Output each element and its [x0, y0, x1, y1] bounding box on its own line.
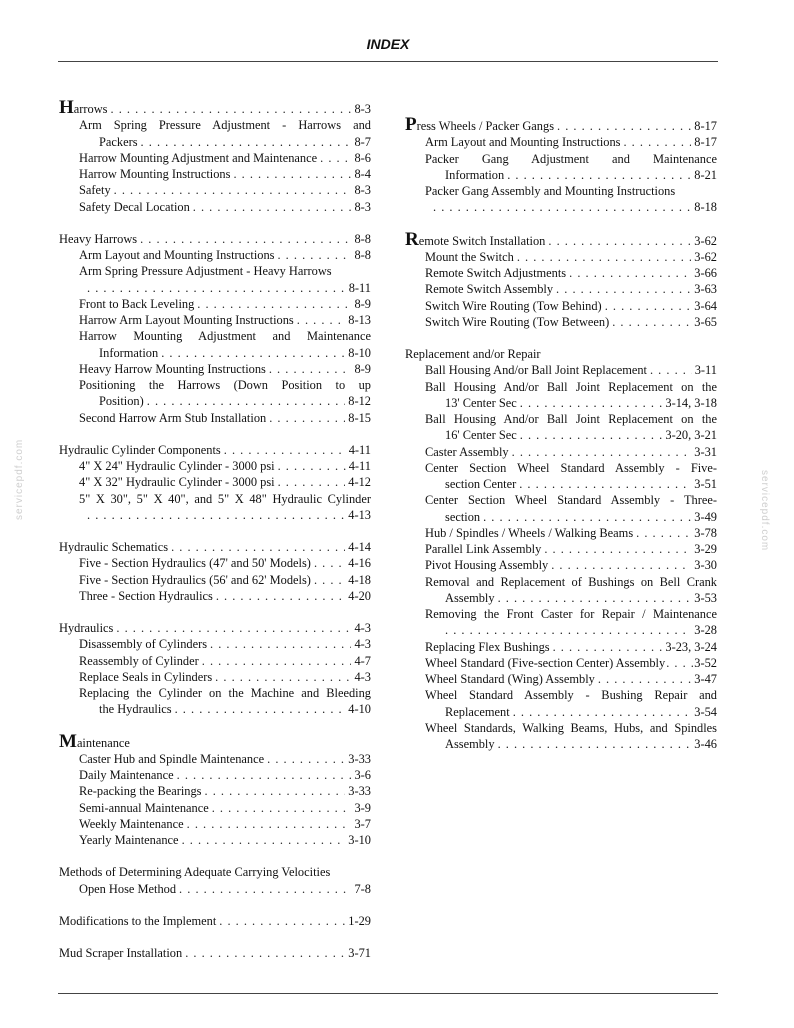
index-entry[interactable]: Replacement and/or Repair [405, 347, 541, 361]
index-entry[interactable]: Harrow Mounting Adjustment and Maintenance Information . . . 8-10 [59, 328, 371, 361]
index-entry[interactable]: Hub / Spindles / Wheels / Walking Beams . . . 3-78 [405, 525, 717, 541]
index-entry[interactable]: Reassembly of Cylinder . . . 4-7 [59, 653, 371, 669]
index-entry[interactable]: Ball Housing And/or Ball Joint Replacement . . . 3-11 [405, 362, 717, 378]
index-entry[interactable]: Replace Seals in Cylinders . . . 4-3 [59, 669, 371, 685]
watermark-left: servicepdf.com [14, 438, 25, 520]
index-entry[interactable]: 4" X 32" Hydraulic Cylinder - 3000 psi . . . 4-12 [59, 474, 371, 490]
index-entry[interactable]: Removal and Replacement of Bushings on Bell Crank Assembly . . . 3-53 [405, 574, 717, 607]
index-entry[interactable]: Center Section Wheel Standard Assembly - Three- section . . . 3-49 [405, 492, 717, 525]
index-entry[interactable]: Wheel Standards, Walking Beams, Hubs, and Spindles Assembly . . . 3-46 [405, 720, 717, 753]
index-group-modifications [59, 913, 371, 929]
index-entry[interactable]: Front to Back Leveling . . . 8-9 [59, 296, 371, 312]
index-entry[interactable]: Removing the Front Caster for Repair / Maintenance . . . 3-28 [405, 606, 717, 639]
index-entry[interactable]: Remote Switch Adjustments . . . 3-66 [405, 265, 717, 281]
index-group-remote-switch [405, 228, 717, 331]
index-entry[interactable]: Five - Section Hydraulics (47' and 50' Models) . . . 4-16 [59, 555, 371, 571]
index-entry[interactable]: Three - Section Hydraulics . . . 4-20 [59, 588, 371, 604]
index-entry[interactable]: Weekly Maintenance . . . 3-7 [59, 816, 371, 832]
index-entry[interactable]: Methods of Determining Adequate Carrying Velocities [59, 865, 331, 880]
index-entry[interactable]: Pivot Housing Assembly . . . 3-30 [405, 557, 717, 573]
index-group-harrows [59, 97, 371, 215]
index-group-hydraulic-cylinder [59, 442, 371, 523]
index-entry[interactable]: Harrow Arm Layout Mounting Instructions . . . 8-13 [59, 312, 371, 328]
index-entry[interactable]: Harrow Mounting Instructions . . . 8-4 [59, 166, 371, 182]
index-column-left [59, 97, 371, 961]
index-entry[interactable]: Wheel Standard (Five-section Center) Assembly . . . 3-52 [405, 655, 717, 671]
index-entry[interactable]: Heavy Harrow Mounting Instructions . . . 8-9 [59, 361, 371, 377]
index-entry[interactable]: Heavy Harrows . . . 8-8 [59, 231, 371, 247]
index-entry[interactable]: Yearly Maintenance . . . 3-10 [59, 832, 371, 848]
watermark-right: servicepdf.com [759, 470, 770, 552]
index-entry[interactable]: Positioning the Harrows (Down Position to up Position) . . . 8-12 [59, 377, 371, 410]
index-group-press-wheels [405, 114, 717, 216]
index-entry[interactable]: 4" X 24" Hydraulic Cylinder - 3000 psi . . . 4-11 [59, 458, 371, 474]
index-group-hydraulics [59, 620, 371, 718]
index-group-maintenance [59, 730, 371, 849]
index-group-replacement [405, 346, 717, 752]
index-entry[interactable]: Replacing the Cylinder on the Machine and Bleeding the Hydraulics . . . 4-10 [59, 685, 371, 718]
index-entry[interactable]: Harrow Mounting Adjustment and Maintenance . . . 8-6 [59, 150, 371, 166]
index-entry[interactable]: Replacing Flex Bushings . . . 3-23, 3-24 [405, 639, 717, 655]
index-entry[interactable]: Remote Switch Assembly . . . 3-63 [405, 281, 717, 297]
footer-rule [58, 993, 718, 994]
index-entry[interactable]: Packer Gang Assembly and Mounting Instructions . . . 8-18 [405, 183, 717, 216]
index-entry[interactable]: Maintenance [59, 730, 130, 752]
index-entry[interactable]: Open Hose Method . . . 7-8 [59, 881, 371, 897]
index-group-heavy-harrows [59, 231, 371, 426]
index-entry[interactable]: Second Harrow Arm Stub Installation . . . 8-15 [59, 410, 371, 426]
index-group-mud-scraper [59, 945, 371, 961]
index-entry[interactable]: Center Section Wheel Standard Assembly - Five- section Center . . . 3-51 [405, 460, 717, 493]
index-entry[interactable]: Re-packing the Bearings . . . 3-33 [59, 783, 371, 799]
index-group-methods [59, 864, 371, 897]
index-entry[interactable]: Safety Decal Location . . . 8-3 [59, 199, 371, 215]
index-entry[interactable]: Modifications to the Implement . . . 1-29 [59, 913, 371, 929]
index-entry[interactable]: Ball Housing And/or Ball Joint Replacement on the 13' Center Sec . . . 3-14, 3-18 [405, 379, 717, 412]
index-entry[interactable]: Hydraulic Cylinder Components . . . 4-11 [59, 442, 371, 458]
index-entry[interactable]: 5" X 30", 5" X 40", and 5" X 48" Hydraulic Cylinder . . . 4-13 [59, 491, 371, 524]
index-entry[interactable]: Switch Wire Routing (Tow Between) . . . 3-65 [405, 314, 717, 330]
index-entry[interactable]: Parallel Link Assembly . . . 3-29 [405, 541, 717, 557]
index-entry[interactable]: Arm Layout and Mounting Instructions . . . 8-17 [405, 134, 717, 150]
index-entry[interactable]: Arm Spring Pressure Adjustment - Heavy Harrows . . . 8-11 [59, 263, 371, 296]
index-entry[interactable]: Arm Spring Pressure Adjustment - Harrows and Packers . . . 8-7 [59, 117, 371, 150]
index-entry[interactable]: Mud Scraper Installation . . . 3-71 [59, 945, 371, 961]
index-entry[interactable]: Wheel Standard (Wing) Assembly . . . 3-47 [405, 671, 717, 687]
index-column-right [405, 114, 717, 752]
index-entry[interactable]: Ball Housing And/or Ball Joint Replacement on the 16' Center Sec . . . 3-20, 3-21 [405, 411, 717, 444]
page-title: INDEX [366, 36, 410, 52]
index-entry[interactable]: Remote Switch Installation . . . 3-62 [405, 232, 717, 249]
index-entry[interactable]: Semi-annual Maintenance . . . 3-9 [59, 800, 371, 816]
index-entry[interactable]: Daily Maintenance . . . 3-6 [59, 767, 371, 783]
index-entry[interactable]: Wheel Standard Assembly - Bushing Repair and Replacement . . . 3-54 [405, 687, 717, 720]
index-entry[interactable]: Packer Gang Adjustment and Maintenance Information . . . 8-21 [405, 151, 717, 184]
index-entry[interactable]: Switch Wire Routing (Tow Behind) . . . 3-64 [405, 298, 717, 314]
index-entry[interactable]: Five - Section Hydraulics (56' and 62' Models) . . . 4-18 [59, 572, 371, 588]
index-group-hydraulic-schematics [59, 539, 371, 604]
index-entry[interactable]: Caster Assembly . . . 3-31 [405, 444, 717, 460]
index-entry[interactable]: Press Wheels / Packer Gangs . . . 8-17 [405, 117, 717, 134]
index-entry[interactable]: Caster Hub and Spindle Maintenance . . . 3-33 [59, 751, 371, 767]
index-entry[interactable]: Disassembly of Cylinders . . . 4-3 [59, 636, 371, 652]
index-entry[interactable]: Safety . . . 8-3 [59, 182, 371, 198]
index-entry[interactable]: Hydraulics . . . 4-3 [59, 620, 371, 636]
index-entry[interactable]: Mount the Switch . . . 3-62 [405, 249, 717, 265]
header-rule [58, 61, 718, 62]
index-entry[interactable]: Harrows . . . 8-3 [59, 100, 371, 117]
index-entry[interactable]: Arm Layout and Mounting Instructions . . . 8-8 [59, 247, 371, 263]
index-entry[interactable]: Hydraulic Schematics . . . 4-14 [59, 539, 371, 555]
